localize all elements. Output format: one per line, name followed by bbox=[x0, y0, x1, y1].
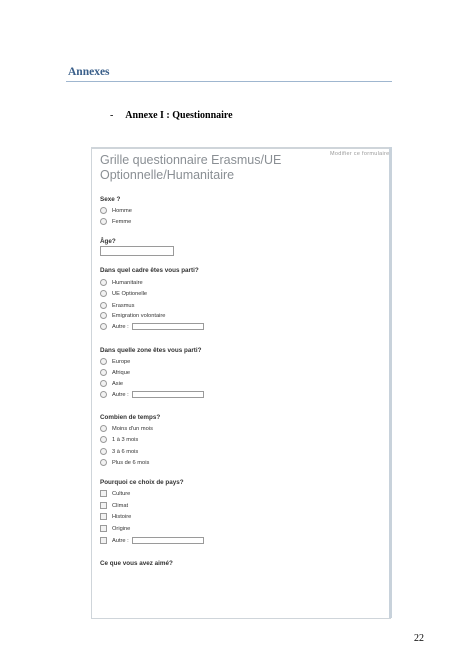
cadre-autre-input[interactable] bbox=[132, 323, 204, 330]
option-3-6-mois[interactable] bbox=[100, 447, 138, 456]
edit-form-link[interactable]: Modifier ce formulaire bbox=[330, 151, 390, 157]
option-label: Europe bbox=[112, 358, 131, 365]
option-label: Asie bbox=[112, 380, 124, 387]
question-zone: Dans quelle zone êtes vous parti? bbox=[100, 347, 202, 354]
page-number: 22 bbox=[414, 633, 424, 644]
option-europe[interactable] bbox=[100, 357, 130, 366]
option-label: Homme bbox=[112, 207, 132, 214]
question-age: Âge? bbox=[100, 238, 116, 245]
radio-icon[interactable] bbox=[100, 459, 107, 466]
option-emigration[interactable] bbox=[100, 311, 165, 320]
question-pays: Pourquoi ce choix de pays? bbox=[100, 479, 184, 486]
radio-icon[interactable] bbox=[100, 436, 107, 443]
radio-icon[interactable] bbox=[100, 302, 107, 309]
question-cadre: Dans quel cadre êtes vous parti? bbox=[100, 267, 199, 274]
radio-icon[interactable] bbox=[100, 207, 107, 214]
option-label: Autre : bbox=[112, 537, 129, 544]
question-sexe: Sexe ? bbox=[100, 196, 121, 203]
checkbox-icon[interactable] bbox=[100, 490, 107, 497]
annex-title-text: Annexe I : Questionnaire bbox=[125, 110, 233, 121]
option-label: Autre : bbox=[112, 391, 129, 398]
option-ue-optionelle[interactable] bbox=[100, 289, 147, 298]
radio-icon[interactable] bbox=[100, 448, 107, 455]
option-histoire[interactable] bbox=[100, 512, 131, 521]
option-label: Climat bbox=[112, 502, 129, 509]
option-label: Humanitaire bbox=[112, 279, 143, 286]
option-afrique[interactable] bbox=[100, 368, 130, 377]
option-label: Erasmus bbox=[112, 302, 135, 309]
radio-icon[interactable] bbox=[100, 380, 107, 387]
option-asie[interactable] bbox=[100, 379, 123, 388]
option-label: 3 à 6 mois bbox=[112, 448, 139, 455]
option-erasmus[interactable] bbox=[100, 301, 134, 310]
option-label: UE Optionelle bbox=[112, 290, 148, 297]
option-humanitaire[interactable] bbox=[100, 278, 143, 287]
option-label: Moins d'un mois bbox=[112, 425, 153, 432]
age-input[interactable] bbox=[100, 246, 174, 256]
question-temps: Combien de temps? bbox=[100, 414, 161, 421]
option-homme[interactable] bbox=[100, 206, 132, 215]
annex-title bbox=[110, 110, 233, 121]
radio-icon[interactable] bbox=[100, 323, 107, 330]
checkbox-icon[interactable] bbox=[100, 513, 107, 520]
radio-icon[interactable] bbox=[100, 425, 107, 432]
pays-autre-input[interactable] bbox=[132, 537, 204, 544]
form-scrollbar[interactable] bbox=[389, 147, 392, 618]
form-top-border bbox=[91, 147, 391, 149]
option-plus-6-mois[interactable] bbox=[100, 458, 149, 467]
option-label: Autre : bbox=[112, 323, 129, 330]
checkbox-icon[interactable] bbox=[100, 537, 107, 544]
option-label: Histoire bbox=[112, 513, 132, 520]
radio-icon[interactable] bbox=[100, 290, 107, 297]
option-label: Plus de 6 mois bbox=[112, 459, 150, 466]
option-label: Origine bbox=[112, 525, 131, 532]
radio-icon[interactable] bbox=[100, 218, 107, 225]
questionnaire-form bbox=[91, 147, 391, 619]
annex-dash: - bbox=[110, 110, 114, 121]
option-origine[interactable] bbox=[100, 524, 130, 533]
section-heading: Annexes bbox=[68, 66, 110, 78]
heading-rule bbox=[66, 81, 392, 82]
option-moins-un-mois[interactable] bbox=[100, 424, 153, 433]
option-label: 1 à 3 mois bbox=[112, 436, 139, 443]
radio-icon[interactable] bbox=[100, 391, 107, 398]
option-climat[interactable] bbox=[100, 501, 128, 510]
radio-icon[interactable] bbox=[100, 358, 107, 365]
option-cadre-autre[interactable] bbox=[100, 322, 204, 331]
option-culture[interactable] bbox=[100, 489, 130, 498]
option-zone-autre[interactable] bbox=[100, 390, 204, 399]
question-aime: Ce que vous avez aimé? bbox=[100, 560, 173, 567]
option-femme[interactable] bbox=[100, 217, 131, 226]
option-label: Afrique bbox=[112, 369, 131, 376]
form-title: Grille questionnaire Erasmus/UE Optionnelle/Humanitaire bbox=[100, 153, 282, 182]
radio-icon[interactable] bbox=[100, 369, 107, 376]
zone-autre-input[interactable] bbox=[132, 391, 204, 398]
option-label: Culture bbox=[112, 490, 131, 497]
option-1-3-mois[interactable] bbox=[100, 435, 138, 444]
option-label: Emigration volontaire bbox=[112, 312, 166, 319]
option-label: Femme bbox=[112, 218, 132, 225]
checkbox-icon[interactable] bbox=[100, 525, 107, 532]
checkbox-icon[interactable] bbox=[100, 502, 107, 509]
radio-icon[interactable] bbox=[100, 279, 107, 286]
radio-icon[interactable] bbox=[100, 312, 107, 319]
option-pays-autre[interactable] bbox=[100, 536, 204, 545]
